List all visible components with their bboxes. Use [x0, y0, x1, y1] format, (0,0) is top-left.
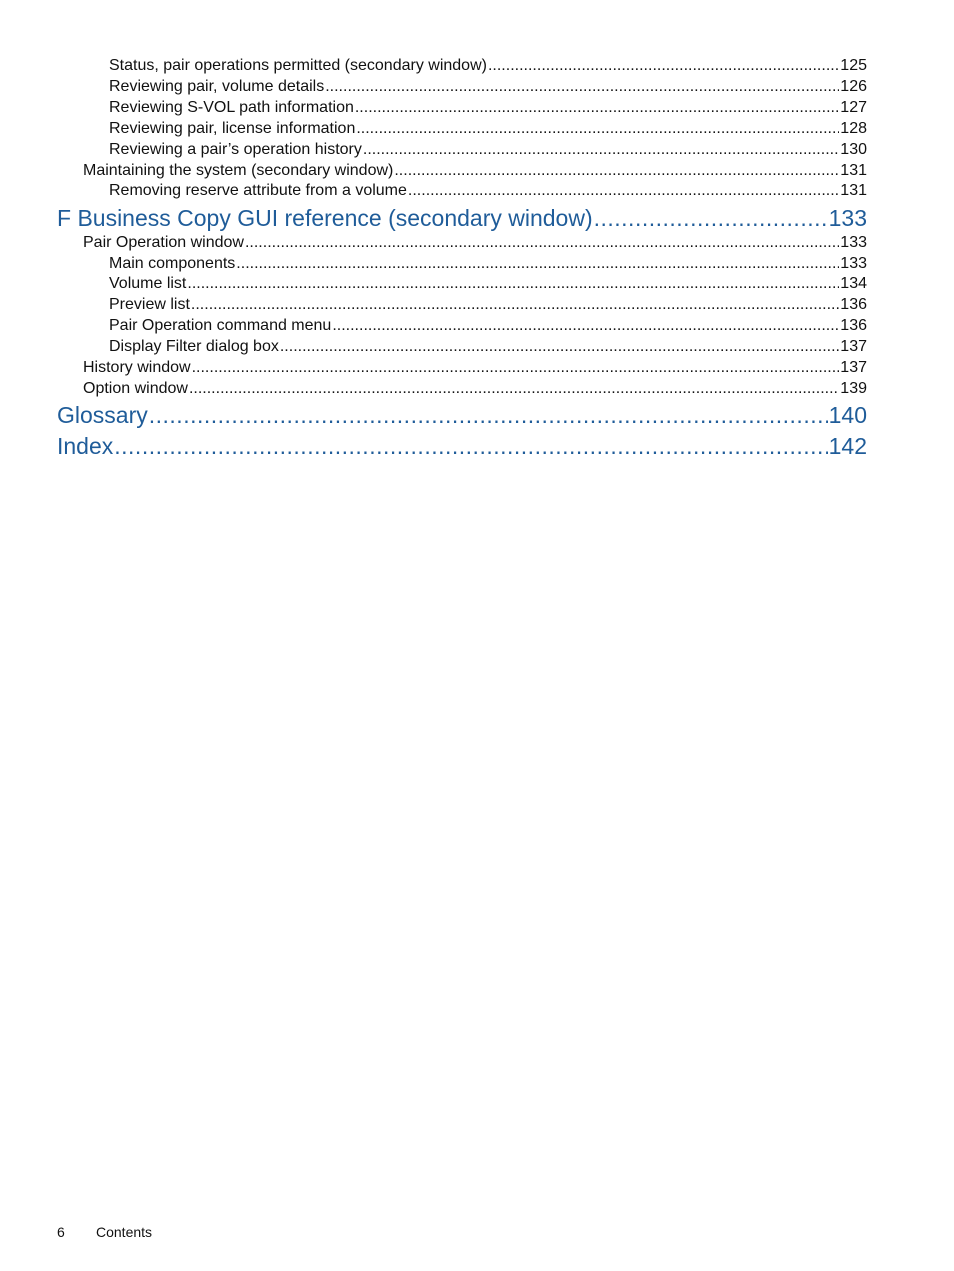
- toc-entry-title: Reviewing a pair’s operation history: [109, 141, 362, 158]
- toc-entry[interactable]: [109, 76, 867, 97]
- footer-page-number: 6: [57, 1224, 65, 1240]
- toc-entry-page: 134: [840, 275, 867, 292]
- toc-entry[interactable]: [109, 294, 867, 315]
- dot-leader: [394, 160, 839, 181]
- toc-entry-title: Main components: [109, 255, 236, 272]
- toc-entry-title: History window: [83, 359, 191, 376]
- dot-leader: [325, 76, 839, 97]
- toc-entry[interactable]: [109, 97, 867, 118]
- page-footer: [57, 1222, 152, 1242]
- toc-entry[interactable]: [83, 232, 867, 253]
- toc-entry-page: 137: [840, 359, 867, 376]
- dot-leader: [488, 55, 839, 76]
- dot-leader: [245, 232, 839, 253]
- toc-entry-page: 133: [840, 255, 867, 272]
- dot-leader: [236, 253, 839, 274]
- dot-leader: [191, 294, 839, 315]
- toc-chapter-title: F Business Copy GUI reference (secondary window): [57, 205, 593, 231]
- toc-entry-title: Preview list: [109, 296, 190, 313]
- dot-leader: [114, 431, 827, 461]
- toc-chapter-entry[interactable]: [57, 431, 867, 461]
- dot-leader: [594, 203, 828, 233]
- toc-entry-page: 131: [840, 162, 867, 179]
- dot-leader: [356, 118, 839, 139]
- toc-chapter-entry[interactable]: [57, 203, 867, 233]
- toc-chapter-title: Glossary: [57, 402, 148, 428]
- dot-leader: [149, 400, 828, 430]
- toc-entry[interactable]: [109, 118, 867, 139]
- dot-leader: [332, 315, 839, 336]
- toc-entry-title: Pair Operation command menu: [109, 317, 332, 334]
- dot-leader: [408, 180, 839, 201]
- toc-entry-page: 127: [840, 99, 867, 116]
- toc-chapter-page: 142: [828, 433, 867, 459]
- toc-entry[interactable]: [109, 336, 867, 357]
- toc-entry-title: Removing reserve attribute from a volume: [109, 182, 407, 199]
- dot-leader: [280, 336, 839, 357]
- toc-entry-page: 137: [840, 338, 867, 355]
- toc-chapter-entry[interactable]: [57, 400, 867, 430]
- toc-chapter-page: 140: [828, 402, 867, 428]
- toc-entry-title: Pair Operation window: [83, 234, 244, 251]
- toc-entry-title: Display Filter dialog box: [109, 338, 279, 355]
- toc-entry-page: 136: [840, 296, 867, 313]
- dot-leader: [363, 139, 839, 160]
- toc-entry-title: Option window: [83, 380, 188, 397]
- toc-entry-page: 125: [840, 57, 867, 74]
- toc-entry[interactable]: [109, 139, 867, 160]
- toc-chapter-page: 133: [828, 205, 867, 231]
- toc-entry-title: Reviewing S-VOL path information: [109, 99, 354, 116]
- toc-entry-page: 130: [840, 141, 867, 158]
- footer-section-title: Contents: [96, 1224, 153, 1240]
- toc-entry-title: Status, pair operations permitted (secondary window): [109, 57, 487, 74]
- toc-entry-page: 136: [840, 317, 867, 334]
- toc-entry[interactable]: [109, 273, 867, 294]
- dot-leader: [192, 357, 840, 378]
- dot-leader: [187, 273, 839, 294]
- toc-entry-page: 126: [840, 78, 867, 95]
- toc-entry[interactable]: [109, 55, 867, 76]
- toc-entry[interactable]: [109, 180, 867, 201]
- toc-entry[interactable]: [83, 378, 867, 399]
- dot-leader: [189, 378, 839, 399]
- toc-entry-page: 128: [840, 120, 867, 137]
- toc-entry-title: Volume list: [109, 275, 187, 292]
- toc-entry[interactable]: [109, 253, 867, 274]
- toc-entry-title: Reviewing pair, volume details: [109, 78, 325, 95]
- toc-entry-title: Maintaining the system (secondary window): [83, 162, 394, 179]
- toc-entry-page: 139: [840, 380, 867, 397]
- toc-entry-page: 133: [840, 234, 867, 251]
- toc-entry[interactable]: [83, 357, 867, 378]
- toc-entry[interactable]: [83, 160, 867, 181]
- dot-leader: [355, 97, 839, 118]
- toc-entry-title: Reviewing pair, license information: [109, 120, 356, 137]
- toc-entry[interactable]: [109, 315, 867, 336]
- toc-chapter-title: Index: [57, 433, 114, 459]
- toc-entry-page: 131: [840, 182, 867, 199]
